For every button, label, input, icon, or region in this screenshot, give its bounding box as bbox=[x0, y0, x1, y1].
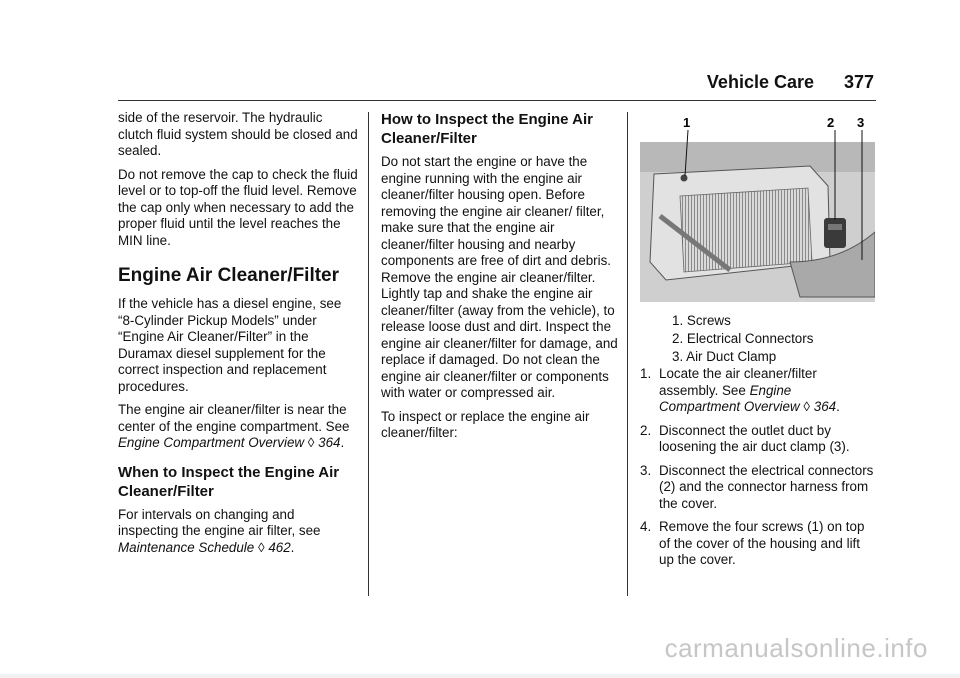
section-heading: Engine Air Cleaner/Filter bbox=[118, 265, 340, 286]
step-text: Disconnect the outlet duct by loosening the air duct clamp (3). bbox=[659, 422, 850, 454]
paragraph: If the vehicle has a diesel engine, see “8-Cylinder Pickup Models” under “Engine Air Cleaner/Filter” in the Duramax diesel supplement for the correct inspection and replacement procedures. bbox=[118, 296, 342, 394]
paragraph-text: The engine air cleaner/filter is near the center of the engine compartment. See bbox=[118, 402, 350, 434]
column-1 bbox=[118, 110, 358, 563]
column-2 bbox=[381, 110, 619, 449]
legend-item: 3. Air Duct Clamp bbox=[672, 349, 777, 364]
step-text: Remove the four screws (1) on top of the cover of the housing and lift up the cover. bbox=[659, 519, 865, 567]
paragraph: The engine air cleaner/filter is near the center of the engine compartment. See Engine Compartment Overview ◊ 364. bbox=[118, 402, 350, 450]
callout-label-3: 3 bbox=[857, 115, 865, 130]
column-divider-2 bbox=[627, 112, 628, 596]
step-number: 1. bbox=[640, 366, 652, 381]
page-ref-symbol: ◊ bbox=[307, 435, 315, 450]
legend-item: 1. Screws bbox=[672, 313, 731, 328]
step-item bbox=[640, 366, 876, 416]
page-ref-number[interactable]: 364 bbox=[813, 399, 837, 414]
electrical-connector-shape bbox=[824, 218, 846, 248]
callout-label-2: 2 bbox=[827, 115, 835, 130]
page-ref-number[interactable]: 364 bbox=[318, 435, 341, 450]
filter-element bbox=[680, 188, 812, 272]
step-item bbox=[640, 519, 876, 569]
column-divider-1 bbox=[368, 112, 369, 596]
page-footer bbox=[0, 608, 960, 678]
step-text: Locate the air cleaner/filter assembly. See bbox=[659, 366, 817, 398]
cross-reference-link[interactable]: Engine Compartment Overview bbox=[659, 382, 800, 414]
paragraph-text: For intervals on changing and inspecting the engine air filter, see bbox=[118, 506, 321, 538]
subsection-heading: How to Inspect the Engine Air Cleaner/Filter bbox=[381, 111, 593, 147]
procedure-steps bbox=[640, 366, 876, 576]
step-number: 4. bbox=[640, 519, 652, 534]
step-text: Disconnect the electrical connectors (2) and the connector harness from the cover. bbox=[659, 462, 874, 511]
air-cleaner-illustration bbox=[640, 112, 875, 302]
cross-reference-link[interactable]: Engine Compartment Overview bbox=[118, 435, 305, 450]
paragraph: To inspect or replace the engine air cleaner/filter: bbox=[381, 408, 590, 440]
step-item bbox=[640, 423, 876, 456]
subsection-heading: When to Inspect the Engine Air Cleaner/Filter bbox=[118, 463, 340, 500]
step-number: 3. bbox=[640, 462, 652, 478]
legend-item: 2. Electrical Connectors bbox=[672, 331, 814, 346]
paragraph: Do not remove the cap to check the fluid level or to top-off the fluid level. Remove the cap only when necessary to add the proper fluid until the level reaches the MIN line. bbox=[118, 166, 358, 248]
callout-label-1: 1 bbox=[683, 115, 691, 130]
page-ref-number[interactable]: 462 bbox=[268, 539, 291, 555]
step-end: . bbox=[836, 399, 840, 414]
page-ref-symbol: ◊ bbox=[803, 399, 811, 414]
step-item bbox=[640, 463, 876, 513]
section-title: Vehicle Care bbox=[706, 72, 814, 92]
paragraph: side of the reservoir. The hydraulic clutch fluid system should be closed and sealed. bbox=[118, 110, 358, 158]
watermark: carmanualsonline.info bbox=[664, 633, 928, 663]
cross-reference-link[interactable]: Maintenance Schedule bbox=[118, 539, 255, 555]
step-number: 2. bbox=[640, 422, 652, 438]
screw-shape bbox=[681, 175, 688, 182]
page-header bbox=[118, 70, 876, 101]
engine-air-cleaner-figure bbox=[640, 112, 875, 302]
paragraph: Do not start the engine or have the engine running with the engine air cleaner/filter housing open. Before removing the engine air cleaner/ filter, make sure that the engine air cleaner/filter housing and nearby components are free of dirt and debris. Remove the engine air cleaner/filter. Lightly tap and shake the engine air cleaner/filter (away from the vehicle), to release loose dust and dirt. Inspect the engine air cleaner/filter for damage, and replace if damaged. Do not clean the engine air cleaner/filter or components with water or compressed air. bbox=[381, 154, 618, 400]
figure-legend bbox=[672, 312, 813, 366]
paragraph: For intervals on changing and inspecting the engine air filter, see Maintenance Schedule ◊ 462. bbox=[118, 506, 321, 555]
page-ref-symbol: ◊ bbox=[257, 539, 265, 555]
page-number: 377 bbox=[843, 72, 874, 92]
